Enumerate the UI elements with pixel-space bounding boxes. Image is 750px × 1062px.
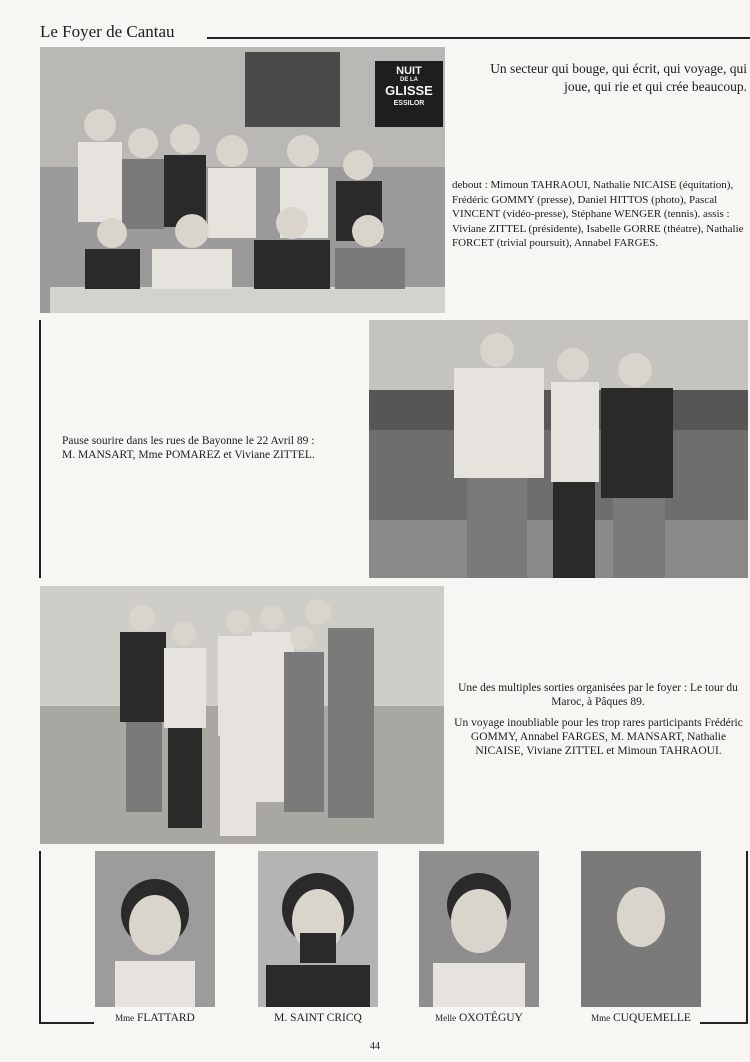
portraits-left-rule xyxy=(39,851,41,1023)
portrait-name: CUQUEMELLE xyxy=(612,1012,691,1024)
page-title: Le Foyer de Cantau xyxy=(40,22,175,41)
bayonne-caption-line1: Pause sourire dans les rues de Bayonne le 22 Avril 89 : xyxy=(62,435,315,447)
portrait-prefix: Melle xyxy=(435,1013,457,1023)
portrait-name: OXOTÉGUY xyxy=(458,1012,523,1024)
portrait-name: FLATTARD xyxy=(137,1012,195,1024)
poster-line4: ESSILOR xyxy=(393,100,425,107)
portrait-name: SAINT CRICQ xyxy=(290,1012,362,1024)
portraits-right-base xyxy=(700,1022,748,1024)
portrait-label-saint-cricq xyxy=(253,1012,383,1024)
maroc-photo-figures xyxy=(40,586,444,844)
bayonne-photo-figures xyxy=(369,320,748,578)
portrait-cuquemelle xyxy=(581,851,701,1007)
portrait-saint-cricq-figure xyxy=(258,851,378,1007)
portrait-oxoteguy-figure xyxy=(419,851,539,1007)
page-number: 44 xyxy=(370,1041,380,1052)
tagline: Un secteur qui bouge, qui écrit, qui voyage, qui joue, qui rie et qui crée beaucoup. xyxy=(490,61,747,94)
portrait-prefix: Mme xyxy=(115,1013,135,1023)
section2-rule xyxy=(39,320,41,578)
portrait-flattard xyxy=(95,851,215,1007)
maroc-photo xyxy=(40,586,444,844)
portrait-label-flattard xyxy=(95,1012,215,1024)
nuit-glisse-poster xyxy=(375,61,443,127)
group-photo xyxy=(40,47,445,313)
maroc-caption-b: Un voyage inoubliable pour les trop rares participants Frédéric GOMMY, Annabel FARGES, M. MANSART, Nathalie NICAISE, Viviane ZITTEL et Mimoun TAHRAOUI. xyxy=(454,717,743,757)
poster-line3: GLISSE xyxy=(385,83,433,98)
portrait-saint-cricq xyxy=(258,851,378,1007)
portrait-prefix: Mme xyxy=(591,1013,611,1023)
portrait-oxoteguy xyxy=(419,851,539,1007)
bayonne-caption xyxy=(62,434,362,462)
poster-line1: NUIT xyxy=(396,65,422,77)
group-photo-caption: debout : Mimoun TAHRAOUI, Nathalie NICAISE (équitation), Frédéric GOMMY (presse), Daniel HITTOS (photo), Pascal VINCENT (vidéo-presse), Stéphane WENGER (tennis). assis : Viviane ZITTEL (présidente), Isabelle GORRE (théatre), Nathalie FORCET (trivial poursuit), Annabel FARGES. xyxy=(452,179,744,249)
portrait-label-oxoteguy xyxy=(419,1012,539,1024)
portrait-cuquemelle-figure xyxy=(581,851,701,1007)
bayonne-caption-line2: M. MANSART, Mme POMAREZ et Viviane ZITTEL. xyxy=(62,449,315,461)
portrait-label-cuquemelle xyxy=(578,1012,704,1024)
portraits-left-base xyxy=(39,1022,94,1024)
bayonne-photo xyxy=(369,320,748,578)
portrait-flattard-figure xyxy=(95,851,215,1007)
poster-line2: DE LA xyxy=(400,77,418,83)
portraits-right-rule xyxy=(746,851,748,1023)
portrait-prefix: M. xyxy=(274,1012,288,1024)
maroc-caption-a: Une des multiples sorties organisées par le foyer : Le tour du Maroc, à Pâques 89. xyxy=(458,682,738,708)
header-rule xyxy=(207,37,750,39)
